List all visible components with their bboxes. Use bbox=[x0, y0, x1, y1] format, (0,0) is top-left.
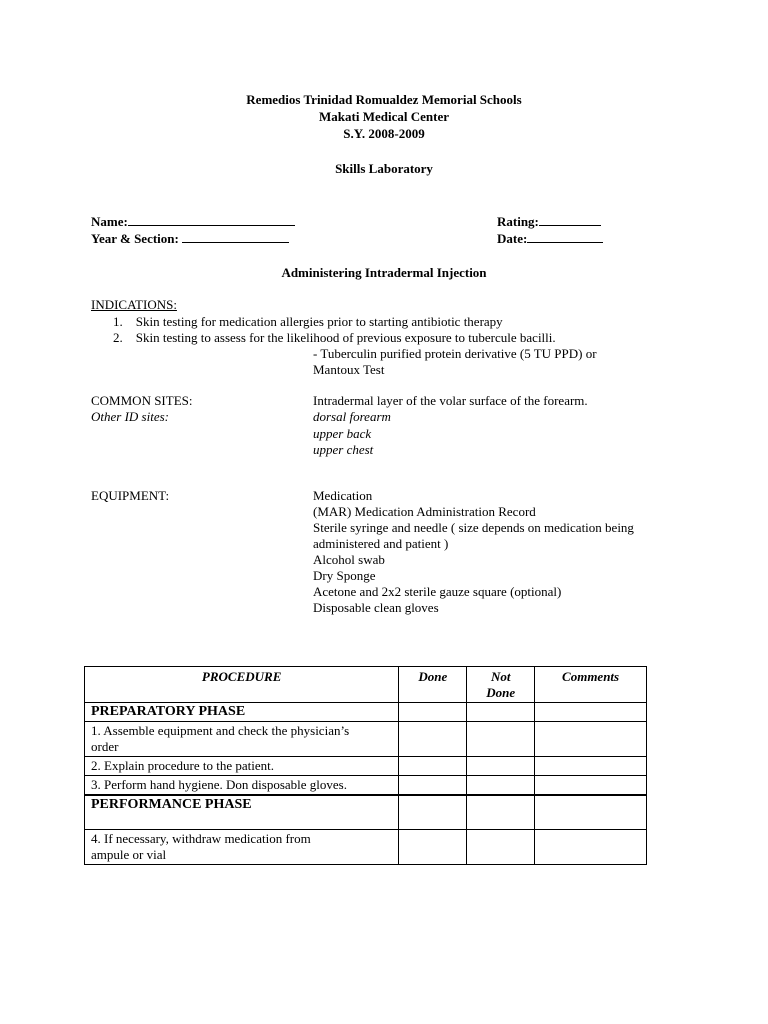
step-text bbox=[85, 722, 399, 757]
indication-item: 1. Skin testing for medication allergies prior to starting antibiotic therapy bbox=[113, 314, 503, 329]
not-done-cell[interactable] bbox=[467, 776, 535, 796]
date-blank[interactable] bbox=[527, 230, 603, 243]
other-site: upper back bbox=[313, 426, 372, 441]
done-cell[interactable] bbox=[399, 722, 467, 757]
indications-heading: INDICATIONS: bbox=[91, 297, 177, 312]
school-year: S.Y. 2008-2009 bbox=[343, 126, 425, 141]
date-field bbox=[497, 230, 603, 247]
medical-center: Makati Medical Center bbox=[319, 109, 449, 124]
equipment-item: Acetone and 2x2 sterile gauze square (optional) bbox=[313, 584, 562, 599]
indication-subtext: - Tuberculin purified protein derivative (5 TU PPD) or bbox=[313, 346, 597, 361]
not-done-cell[interactable] bbox=[467, 722, 535, 757]
sites-heading: COMMON SITES: bbox=[91, 393, 193, 408]
table-row bbox=[85, 829, 647, 864]
year-section-label: Year & Section: bbox=[91, 231, 179, 246]
document-title: Administering Intradermal Injection bbox=[281, 265, 487, 280]
comments-cell[interactable] bbox=[535, 829, 647, 864]
table-header-row bbox=[85, 667, 647, 703]
school-name: Remedios Trinidad Romualdez Memorial Schools bbox=[246, 92, 522, 107]
step-text bbox=[85, 829, 399, 864]
not-done-line2: Done bbox=[486, 685, 516, 700]
step-line: 4. If necessary, withdraw medication from bbox=[91, 830, 311, 846]
sites-value: Intradermal layer of the volar surface of the forearm. bbox=[313, 393, 588, 408]
done-cell[interactable] bbox=[399, 795, 467, 829]
phase-row-preparatory bbox=[85, 703, 647, 722]
comments-cell[interactable] bbox=[535, 722, 647, 757]
done-cell[interactable] bbox=[399, 829, 467, 864]
rating-blank[interactable] bbox=[539, 213, 601, 226]
indication-item: 2. Skin testing to assess for the likelihood of previous exposure to tubercule bacilli. bbox=[113, 330, 556, 345]
not-done-line1: Not bbox=[490, 669, 511, 684]
name-field bbox=[91, 213, 295, 230]
equipment-item: Sterile syringe and needle ( size depends on medication being bbox=[313, 520, 634, 535]
comments-cell[interactable] bbox=[535, 757, 647, 776]
step-line: order bbox=[91, 739, 119, 754]
rating-field bbox=[497, 213, 601, 230]
other-site: upper chest bbox=[313, 442, 374, 457]
equipment-item: Dry Sponge bbox=[313, 568, 376, 583]
comments-cell[interactable] bbox=[535, 776, 647, 796]
equipment-heading: EQUIPMENT: bbox=[91, 488, 170, 503]
not-done-cell[interactable] bbox=[467, 829, 535, 864]
phase-row-performance bbox=[85, 795, 647, 829]
table-row bbox=[85, 776, 647, 796]
col-not-done-header bbox=[467, 667, 535, 703]
phase-label: PREPARATORY PHASE bbox=[85, 703, 399, 722]
step-text: 2. Explain procedure to the patient. bbox=[85, 757, 399, 776]
equipment-item: (MAR) Medication Administration Record bbox=[313, 504, 536, 519]
indication-subtext: Mantoux Test bbox=[313, 362, 385, 377]
step-text: 3. Perform hand hygiene. Don disposable gloves. bbox=[85, 776, 399, 796]
col-done-header: Done bbox=[399, 667, 467, 703]
done-cell[interactable] bbox=[399, 757, 467, 776]
comments-cell[interactable] bbox=[535, 703, 647, 722]
rating-label: Rating: bbox=[497, 214, 539, 229]
date-label: Date: bbox=[497, 231, 528, 246]
other-sites-heading: Other ID sites: bbox=[91, 409, 169, 424]
not-done-cell[interactable] bbox=[467, 757, 535, 776]
table-row bbox=[85, 757, 647, 776]
done-cell[interactable] bbox=[399, 703, 467, 722]
year-section-blank[interactable] bbox=[182, 230, 289, 243]
step-line: ampule or vial bbox=[91, 846, 167, 862]
done-cell[interactable] bbox=[399, 776, 467, 796]
step-line: 1. Assemble equipment and check the physician’s bbox=[91, 723, 350, 738]
name-label: Name: bbox=[91, 214, 128, 229]
name-blank[interactable] bbox=[128, 213, 295, 226]
lab-title: Skills Laboratory bbox=[335, 161, 433, 176]
phase-label: PERFORMANCE PHASE bbox=[85, 795, 399, 829]
other-site: dorsal forearm bbox=[313, 409, 391, 424]
equipment-item: administered and patient ) bbox=[313, 536, 449, 551]
not-done-cell[interactable] bbox=[467, 795, 535, 829]
not-done-cell[interactable] bbox=[467, 703, 535, 722]
procedure-table bbox=[84, 666, 647, 865]
equipment-item: Medication bbox=[313, 488, 373, 503]
col-procedure-header: PROCEDURE bbox=[85, 667, 399, 703]
col-comments-header: Comments bbox=[535, 667, 647, 703]
table-row bbox=[85, 722, 647, 757]
equipment-item: Disposable clean gloves bbox=[313, 600, 439, 615]
equipment-item: Alcohol swab bbox=[313, 552, 385, 567]
comments-cell[interactable] bbox=[535, 795, 647, 829]
year-section-field bbox=[91, 230, 289, 247]
